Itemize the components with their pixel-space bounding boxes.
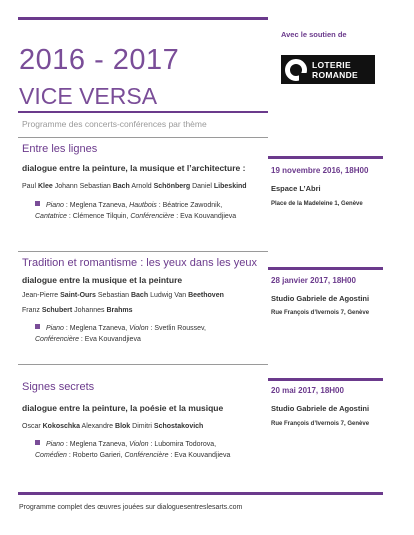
section-subtitle: dialogue entre la peinture, la poésie et la musique bbox=[22, 403, 224, 413]
composer-name: Beethoven bbox=[188, 292, 224, 299]
performer-name: : Eva Kouvandjieva bbox=[168, 452, 231, 459]
logo-ring-icon bbox=[285, 59, 307, 81]
performer-role: Conférencière bbox=[35, 336, 79, 343]
composer-name: Saint-Ours bbox=[60, 292, 96, 299]
performer-name: : Roberto Garieri, bbox=[66, 452, 125, 459]
performer-role: Piano bbox=[46, 325, 64, 332]
logo-line-2: ROMANDE bbox=[312, 69, 359, 80]
bullet-square-icon bbox=[35, 440, 40, 445]
composers-line: Jean-Pierre Saint-Ours Sebastian Bach Ludwig Van Beethoven bbox=[22, 292, 224, 299]
composer-name: Bach bbox=[130, 292, 149, 299]
performers-line bbox=[35, 323, 206, 334]
performer-role: Violon bbox=[129, 325, 149, 332]
performer-role: Hautbois bbox=[129, 202, 157, 209]
performers-line bbox=[35, 439, 216, 450]
composer-name: Schostakovich bbox=[153, 423, 204, 430]
performer-name: : Clémence Tilquin, bbox=[66, 213, 131, 220]
event-date: 20 mai 2017, 18H00 bbox=[271, 386, 344, 395]
section-rule bbox=[18, 251, 268, 252]
section-title: Entre les lignes bbox=[22, 143, 98, 155]
section-subtitle: dialogue entre la peinture, la musique et l’architecture : bbox=[22, 163, 246, 173]
performer-name: : Svetlin Roussev, bbox=[148, 325, 206, 332]
composer-name: Schubert bbox=[41, 307, 73, 314]
performer-name: : Eva Kouvandjieva bbox=[78, 336, 141, 343]
event-venue: Espace L’Abri bbox=[271, 184, 321, 193]
bullet-square-icon bbox=[35, 324, 40, 329]
performer-name: : Lubomira Todorova, bbox=[148, 441, 217, 448]
composer-name: Blok bbox=[115, 423, 131, 430]
date-rule bbox=[268, 156, 383, 159]
page-subtitle: Programme des concerts-conférences par thème bbox=[22, 119, 207, 129]
date-rule bbox=[268, 378, 383, 381]
section-title: Tradition et romantisme : les yeux dans les yeux bbox=[22, 257, 257, 269]
season-year: 2016 - 2017 bbox=[19, 44, 180, 76]
composers-line: Paul Klee Johann Sebastian Bach Arnold Schönberg Daniel Libeskind bbox=[22, 183, 247, 190]
loterie-romande-logo bbox=[281, 55, 375, 84]
footer-rule bbox=[18, 492, 383, 495]
performer-role: Comédien bbox=[35, 452, 67, 459]
event-venue: Studio Gabriele de Agostini bbox=[271, 404, 370, 413]
event-address: Place de la Madeleine 1, Genève bbox=[271, 201, 363, 207]
event-address: Rue François d’Ivernois 7, Genève bbox=[271, 421, 370, 427]
footer-text: Programme complet des œuvres jouées sur dialoguesentreslesarts.com bbox=[19, 504, 243, 511]
performers-line-2 bbox=[35, 450, 230, 461]
event-venue: Studio Gabriele de Agostini bbox=[271, 294, 370, 303]
date-rule bbox=[268, 267, 383, 270]
section-subtitle: dialogue entre la musique et la peinture bbox=[22, 275, 183, 285]
performer-name: : Eva Kouvandjieva bbox=[174, 213, 237, 220]
sponsor-label: Avec le soutien de bbox=[281, 30, 347, 39]
event-date: 28 janvier 2017, 18H00 bbox=[271, 276, 356, 285]
performer-name: : Meglena Tzaneva, bbox=[63, 441, 130, 448]
section-rule bbox=[18, 364, 268, 365]
section-title: Signes secrets bbox=[22, 381, 95, 393]
composer-name: Libeskind bbox=[213, 183, 247, 190]
bullet-square-icon bbox=[35, 201, 40, 206]
logo-line-1: LOTERIE bbox=[312, 59, 351, 70]
performers-line-2 bbox=[35, 334, 141, 345]
page-title: VICE VERSA bbox=[19, 83, 158, 109]
performer-role: Conférencière bbox=[130, 213, 175, 220]
composer-name: Brahms bbox=[106, 307, 133, 314]
performer-name: : Béatrice Zawodnik, bbox=[156, 202, 223, 209]
composer-name: Kokoschka bbox=[42, 423, 80, 430]
event-date: 19 novembre 2016, 18H00 bbox=[271, 166, 369, 175]
composer-name: Bach bbox=[112, 183, 130, 190]
event-address: Rue François d’Ivernois 7, Genève bbox=[271, 310, 370, 316]
composer-name: Schönberg bbox=[153, 183, 191, 190]
performer-role: Violon bbox=[129, 441, 149, 448]
performer-role: Piano bbox=[46, 441, 64, 448]
composers-line: Oscar Kokoschka Alexandre Blok Dimitri Schostakovich bbox=[22, 423, 204, 430]
performer-name: : Meglena Tzaneva, bbox=[63, 325, 130, 332]
top-rule bbox=[18, 17, 268, 20]
composers-line-2: Franz Schubert Johannes Brahms bbox=[22, 307, 133, 314]
performer-name: : Meglena Tzaneva, bbox=[63, 202, 130, 209]
performers-line bbox=[35, 200, 222, 211]
section-rule bbox=[18, 137, 268, 138]
performer-role: Piano bbox=[46, 202, 64, 209]
performer-role: Cantatrice bbox=[35, 213, 67, 220]
composer-name: Klee bbox=[37, 183, 53, 190]
performers-line-2 bbox=[35, 211, 236, 222]
title-rule bbox=[18, 111, 268, 113]
performer-role: Conférencière bbox=[124, 452, 169, 459]
